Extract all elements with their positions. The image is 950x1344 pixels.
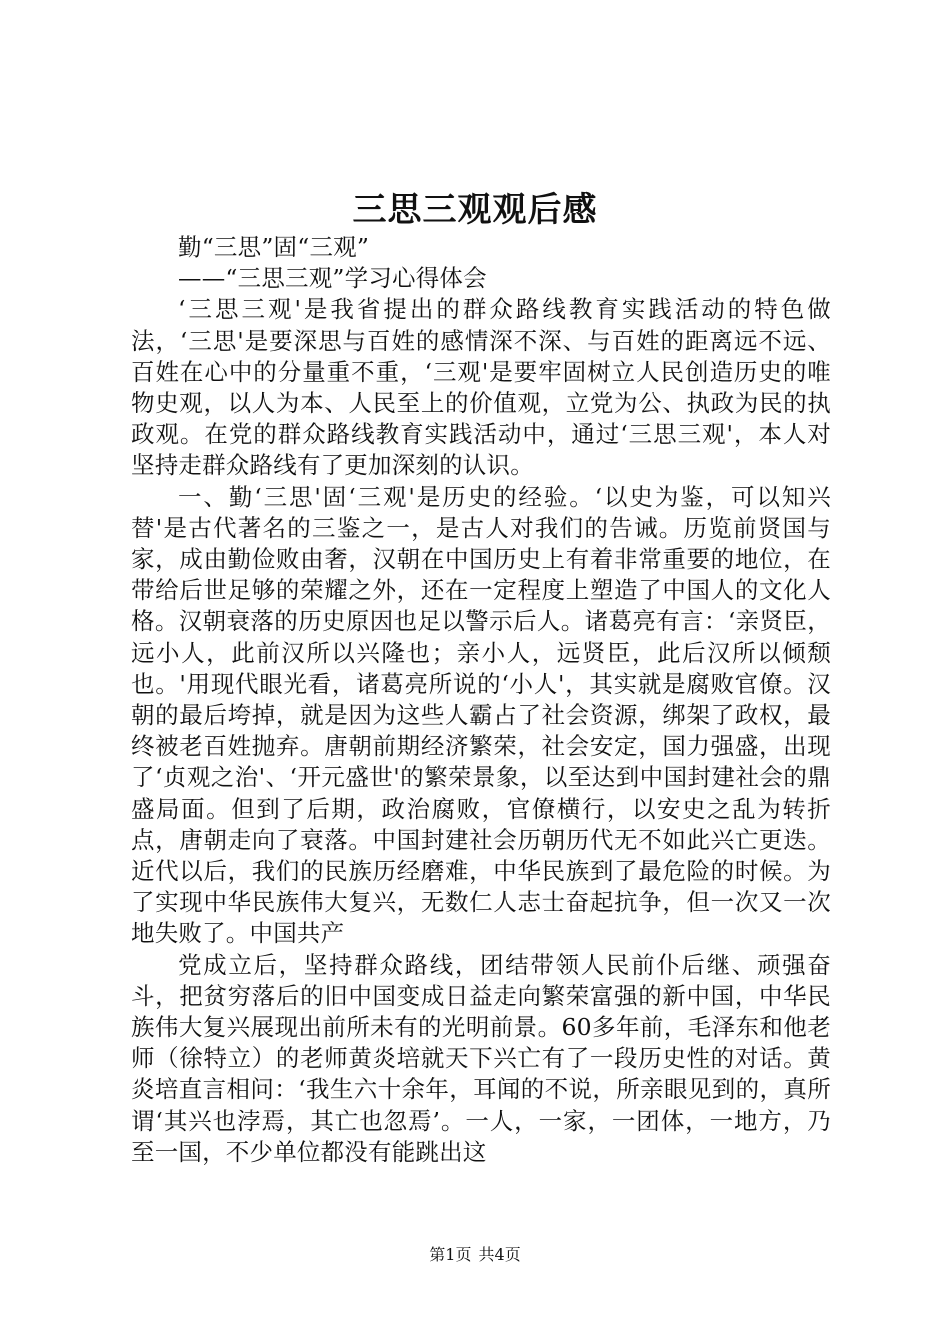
- subtitle: 勤“三思”固“三观”: [178, 233, 370, 261]
- page-title: 三思三观观后感: [352, 190, 598, 230]
- page-total: 共4页: [478, 1245, 521, 1264]
- paragraph: 一、勤‘三思'固‘三观'是历史的经验。‘以史为鉴，可以知兴替'是古代著名的三鉴之一，是古人对我们的告诫。历览前贤国与家，成由勤俭败由奢，汉朝在中国历史上有着非常重要的地位，在带给后世足够的荣耀之外，还在一定程度上塑造了中国人的文化人格。汉朝衰落的历史原因也足以警示后人。诸葛亮有言：‘亲贤臣，远小人，此前汉所以兴隆也；亲小人，远贤臣，此后汉所以倾颓也。'用现代眼光看，诸葛亮所说的‘小人'，其实就是腐败官僚。汉朝的最后垮掉，就是因为这些人霸占了社会资源，绑架了政权，最终被老百姓抛弃。唐朝前期经济繁荣，社会安定，国力强盛，出现了‘贞观之治'、‘开元盛世'的繁荣景象，以至达到中国封建社会的鼎盛局面。但到了后期，政治腐败，官僚横行，以安史之乱为转折点，唐朝走向了衰落。中国封建社会历朝历代无不如此兴亡更迭。近代以后，我们的民族历经磨难，中华民族到了最危险的时候。为了实现中华民族伟大复兴，无数仁人志士奋起抗争，但一次又一次地失败了。中国共产: [131, 482, 831, 948]
- page-footer: [0, 1244, 950, 1266]
- document-body: [131, 232, 831, 1168]
- paragraph: ‘三思三观'是我省提出的群众路线教育实践活动的特色做法，‘三思'是要深思与百姓的感情深不深、与百姓的距离远不远、百姓在心中的分量重不重，‘三观'是要牢固树立人民创造历史的唯物史观，以人为本、人民至上的价值观，立党为公、执政为民的执政观。在党的群众路线教育实践活动中，通过‘三思三观'，本人对坚持走群众路线有了更加深刻的认识。: [131, 295, 831, 480]
- byline: ——“三思三观”学习心得体会: [178, 264, 487, 293]
- page-number: 第1页: [429, 1245, 472, 1264]
- paragraph: 党成立后，坚持群众路线，团结带领人民前仆后继、顽强奋斗，把贫穷落后的旧中国变成日益走向繁荣富强的新中国，中华民族伟大复兴展现出前所未有的光明前景。60多年前，毛泽东和他老师（徐特立）的老师黄炎培就天下兴亡有了一段历史性的对话。黄炎培直言相问：‘我生六十余年，耳闻的不说，所亲眼见到的，真所谓‘其兴也浡焉，其亡也忽焉’。一人，一家，一团体，一地方，乃至一国，不少单位都没有能跳出这: [131, 950, 831, 1166]
